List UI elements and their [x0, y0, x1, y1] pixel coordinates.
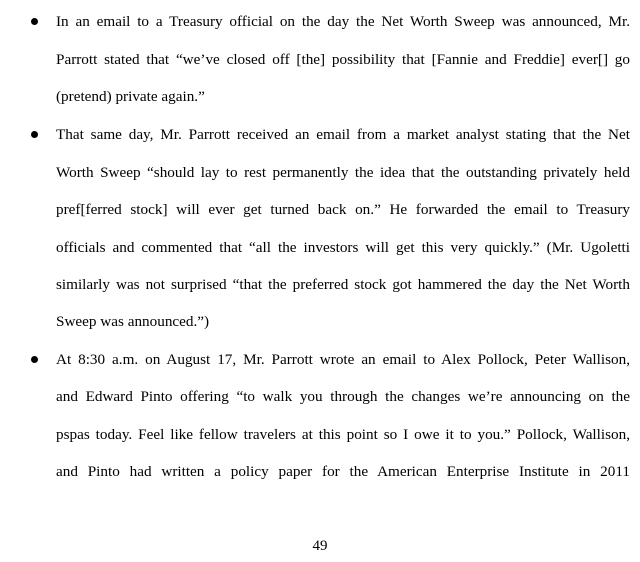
- bullet-2-line-6: Sweep was announced.”): [56, 313, 210, 330]
- bullet-3-line-4: and Pinto had written a policy paper for the American Enterprise Institute in 2011: [56, 463, 630, 480]
- bullet-2-line-2: Worth Sweep “should lay to rest permanently the idea that the outstanding privately held: [56, 164, 630, 181]
- bullet-1-line-3: (pretend) private again.”: [56, 88, 205, 105]
- bullet-point-1: [31, 18, 38, 25]
- bullet-2-line-3: pref[ferred stock] will ever get turned back on.” He forwarded the email to Treasury: [56, 201, 630, 218]
- bullet-point-3: [31, 356, 38, 363]
- bullet-3-line-1: At 8:30 a.m. on August 17, Mr. Parrott wrote an email to Alex Pollock, Peter Wallison,: [56, 351, 630, 368]
- bullet-2-line-4: officials and commented that “all the investors will get this very quickly.” (Mr. Ugoletti: [56, 239, 630, 256]
- bullet-1-line-2: Parrott stated that “we’ve closed off [the] possibility that [Fannie and Freddie] ever[] go: [56, 51, 630, 68]
- bullet-3-line-3: pspas today. Feel like fellow travelers at this point so I owe it to you.” Pollock, Wallison,: [56, 426, 630, 443]
- bullet-2-line-5: similarly was not surprised “that the preferred stock got hammered the day the Net Worth: [56, 276, 630, 293]
- bullet-1-line-1: In an email to a Treasury official on the day the Net Worth Sweep was announced, Mr.: [56, 13, 630, 30]
- bullet-point-2: [31, 131, 38, 138]
- bullet-2-line-1: That same day, Mr. Parrott received an email from a market analyst stating that the Net: [56, 126, 630, 143]
- bullet-3-line-2: and Edward Pinto offering “to walk you through the changes we’re announcing on the: [56, 388, 630, 405]
- page-number: 49: [312, 538, 328, 554]
